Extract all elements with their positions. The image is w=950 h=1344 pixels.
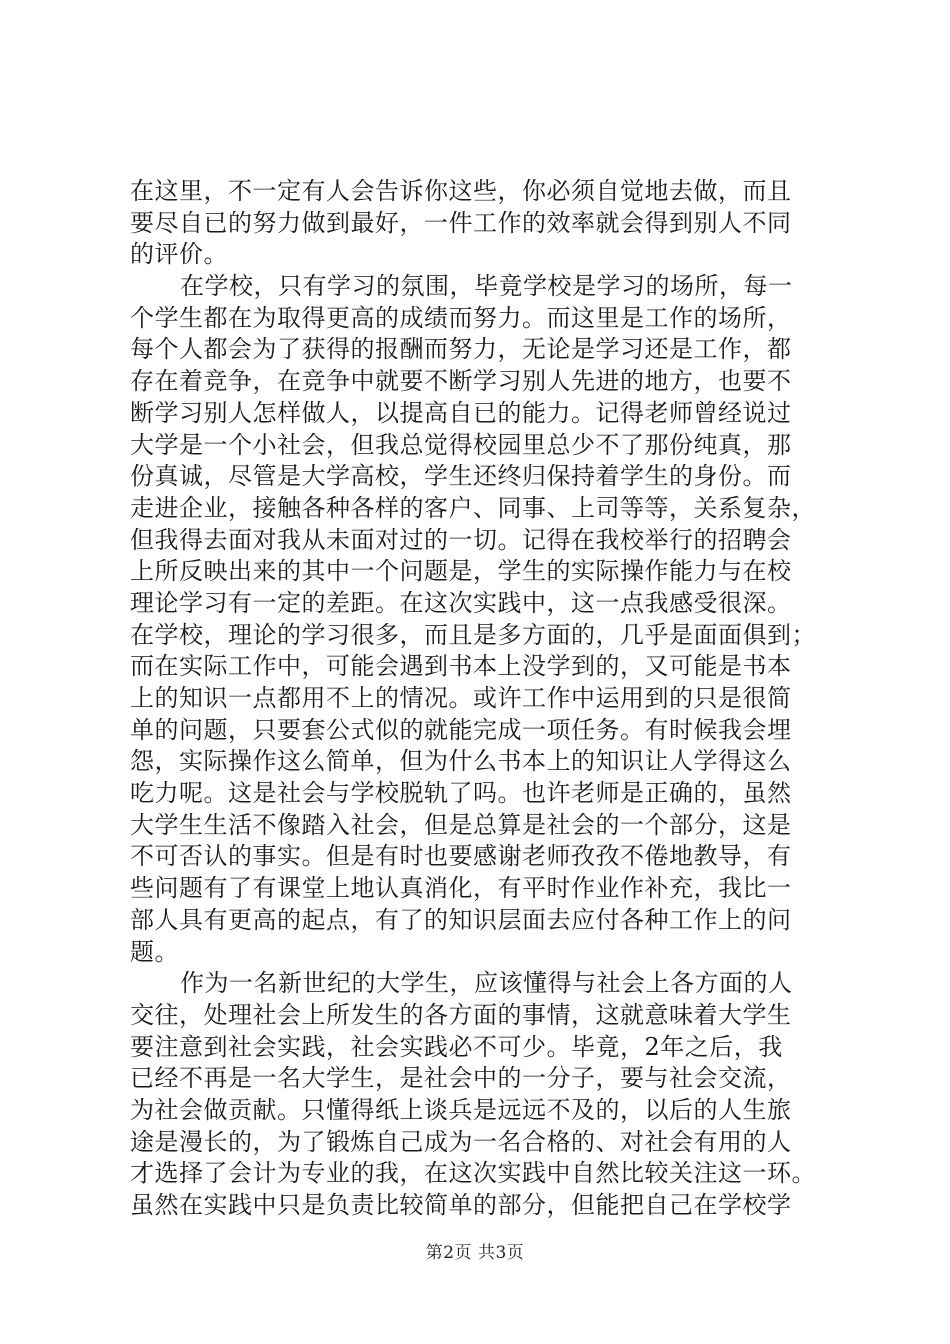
text-line: 不可否认的事实。但是有时也要感谢老师孜孜不倦地教导，有 <box>130 842 792 871</box>
text-line: 要尽自已的努力做到最好，一件工作的效率就会得到别人不同 <box>130 208 792 237</box>
paragraph-start-line: 在学校，只有学习的氛围，毕竟学校是学习的场所，每一 <box>180 272 793 301</box>
text-line: 大学生生活不像踏入社会，但是总算是社会的一个部分，这是 <box>130 810 792 839</box>
text-line: 走进企业，接触各种各样的客户、同事、上司等等，关系复杂， <box>130 493 816 522</box>
paragraph-start-line: 作为一名新世纪的大学生，应该懂得与社会上各方面的人 <box>180 969 793 998</box>
text-line: 的评价。 <box>130 240 228 269</box>
text-line: 交往，处理社会上所发生的各方面的事情，这就意味着大学生 <box>130 1000 792 1029</box>
text-line: 而在实际工作中，可能会遇到书本上没学到的，又可能是书本 <box>130 652 792 681</box>
text-line: 大学是一个小社会，但我总觉得校园里总少不了那份纯真，那 <box>130 430 792 459</box>
text-line: 存在着竞争，在竞争中就要不断学习别人先进的地方，也要不 <box>130 367 792 396</box>
text-line: 但我得去面对我从未面对过的一切。记得在我校举行的招聘会 <box>130 525 792 554</box>
text-line: 上的知识一点都用不上的情况。或许工作中运用到的只是很简 <box>130 684 792 712</box>
text-line: 为社会做贡献。只懂得纸上谈兵是远远不及的，以后的人生旅 <box>130 1095 792 1124</box>
text-line: 理论学习有一定的差距。在这次实践中，这一点我感受很深。 <box>130 588 792 617</box>
text-line: 途是漫长的，为了锻炼自己成为一名合格的、对社会有用的人 <box>130 1127 792 1156</box>
text-line: 虽然在实践中只是负责比较简单的部分，但能把自己在学校学 <box>130 1191 792 1219</box>
text-line: 才选择了会计为专业的我，在这次实践中自然比较关注这一环。 <box>130 1159 816 1188</box>
text-line: 份真诚，尽管是大学高校，学生还终归保持着学生的身份。而 <box>130 462 792 491</box>
text-line: 些问题有了有课堂上地认真消化，有平时作业作补充，我比一 <box>130 874 792 903</box>
text-line: 吃力呢。这是社会与学校脱轨了吗。也许老师是正确的，虽然 <box>130 779 792 808</box>
text-line: 部人具有更高的起点，有了的知识层面去应付各种工作上的问 <box>130 905 792 934</box>
text-line: 个学生都在为取得更高的成绩而努力。而这里是工作的场所， <box>130 303 792 332</box>
text-line: 题。 <box>130 937 179 966</box>
page-number-footer: 第2页 共3页 <box>425 1243 525 1263</box>
text-line: 断学习别人怎样做人，以提高自已的能力。记得老师曾经说过 <box>130 398 792 427</box>
body-text <box>130 176 830 1222</box>
text-line: 上所反映出来的其中一个问题是，学生的实际操作能力与在校 <box>130 557 792 586</box>
text-line: 在学校，理论的学习很多，而且是多方面的，几乎是面面俱到； <box>130 620 816 649</box>
text-line: 每个人都会为了获得的报酬而努力，无论是学习还是工作，都 <box>130 335 792 364</box>
text-line: 怨，实际操作这么简单，但为什么书本上的知识让人学得这么 <box>130 747 792 776</box>
text-line: 已经不再是一名大学生，是社会中的一分子，要与社会交流， <box>130 1064 792 1093</box>
text-line: 在这里，不一定有人会告诉你这些，你必须自觉地去做，而且 <box>130 177 792 205</box>
text-line: 要注意到社会实践，社会实践必不可少。毕竟，2年之后，我 <box>130 1032 783 1061</box>
text-line: 单的问题，只要套公式似的就能完成一项任务。有时候我会埋 <box>130 715 792 744</box>
